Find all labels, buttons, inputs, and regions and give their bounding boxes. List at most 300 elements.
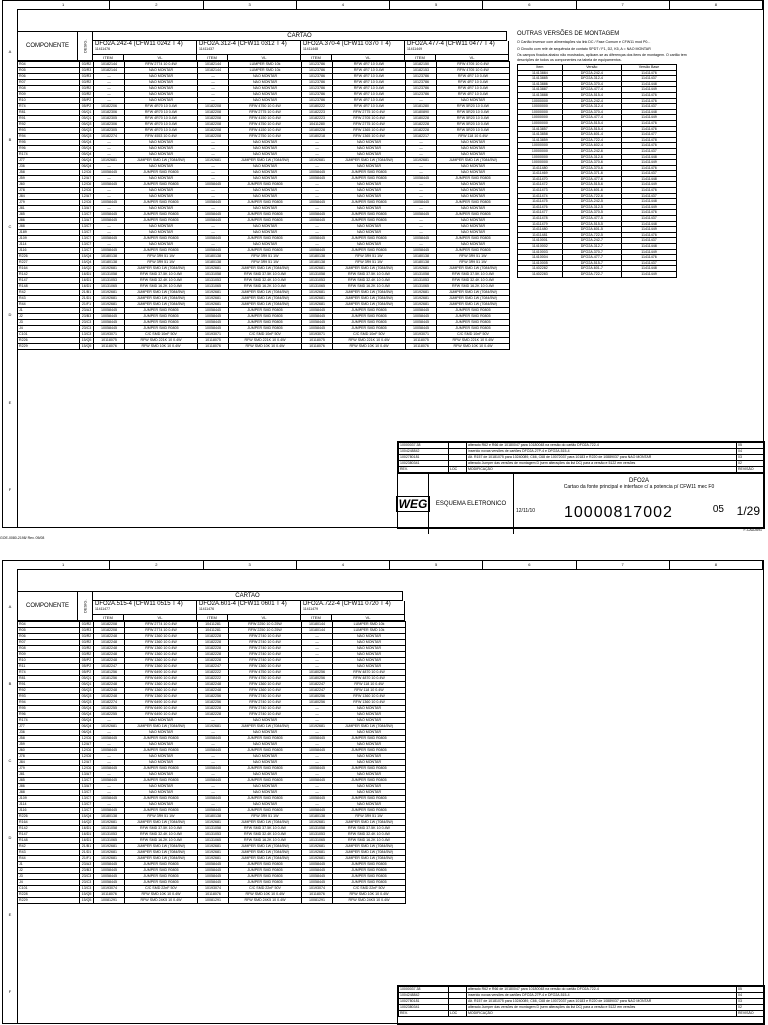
versions-row xyxy=(518,244,677,250)
table-cell: JUMPER SMD 1W (7084/5W) xyxy=(229,724,302,730)
table-cell: — xyxy=(406,230,437,236)
table-cell: RFW 4R7 10 0.4W xyxy=(333,86,406,92)
table-cell: 10192681 xyxy=(302,820,333,826)
table-cell: JUMPER SMD 1W (7084/5W) xyxy=(437,158,510,164)
table-cell: — xyxy=(302,634,333,640)
versions-row xyxy=(518,227,677,233)
table-cell: 13/A7 xyxy=(80,772,94,778)
table-cell: 10192681 xyxy=(198,850,229,856)
versions-cell: 11411476 xyxy=(621,143,676,149)
component-cell: J88 xyxy=(18,224,80,230)
table-cell: 10193074 xyxy=(94,886,125,892)
table-cell: 10131065 xyxy=(302,284,333,290)
table-cell: LUMPER SMD 10k xyxy=(229,68,302,74)
versions-cell: 10000000 xyxy=(518,154,563,160)
table-cell: NAO MONTAR xyxy=(333,772,406,778)
table-cell: JUMPER SMD R0805 xyxy=(437,200,510,206)
model-header: DFO2A.312-4 (CFW11 0312 T 4) 11411437 xyxy=(197,41,301,55)
table-cell: RFW 4R7 10 0.4W xyxy=(333,92,406,98)
table-cell: RFW SMD 10K 10 0.4W xyxy=(229,344,302,350)
table-cell: JUMPER SMD R0805 xyxy=(125,236,198,242)
table-cell: C/C SMD 22nF 50V xyxy=(229,886,302,892)
table-cell: RFW SMD 32.4K 10 0.4W xyxy=(125,278,198,284)
table-cell: 13/C7 xyxy=(80,802,94,808)
table-cell: 10131058 xyxy=(94,826,125,832)
table-cell: 10058445 xyxy=(302,326,333,332)
table-cell: RFW 118 10 0.4W xyxy=(437,134,510,140)
table-cell: NAO MONTAR xyxy=(229,152,302,158)
table-cell: RFW 4R7 10 0.4W xyxy=(437,92,510,98)
table-cell: — xyxy=(94,92,125,98)
table-cell: C/C SMD 10nF 50V xyxy=(333,332,406,338)
component-cell: R08 xyxy=(18,86,80,92)
drawing-title: DFO2A xyxy=(628,478,649,484)
versions-cell: 11411476 xyxy=(621,70,676,76)
table-cell: 10058445 xyxy=(302,868,333,874)
table-cell: NAO MONTAR xyxy=(125,176,198,182)
table-cell: RFW 3R9 51 1W xyxy=(437,254,510,260)
table-cell: RFW SMD 37.5K 10 0.4W xyxy=(125,272,198,278)
versions-cell: 11411470 xyxy=(518,176,563,182)
table-cell: — xyxy=(302,706,333,712)
table-cell: 10180222 xyxy=(302,104,333,110)
revision-cell: REVISÃO xyxy=(737,467,765,473)
zone-letter: E xyxy=(8,911,12,917)
versions-cell: DFO2A.312-6 xyxy=(562,154,621,160)
table-cell: JUMPER SMD R0805 xyxy=(333,212,406,218)
versions-row xyxy=(518,176,677,182)
component-cell: J3 xyxy=(18,320,80,326)
revision-cell: 1002380341 xyxy=(399,1005,449,1011)
versions-cell: 11411448 xyxy=(621,176,676,182)
table-cell: RFW 4870 10 0.4W xyxy=(333,670,406,676)
table-cell: NAO MONTAR xyxy=(333,164,406,170)
table-cell: RFW 4750 10 0.4W xyxy=(229,104,302,110)
table-cell: JUMPER SMD R0805 xyxy=(437,212,510,218)
table-cell: RFW 3R9 51 1W xyxy=(333,814,406,820)
table-cell: 16/D1 xyxy=(80,272,94,278)
table-cell: — xyxy=(302,754,333,760)
table-cell: RFW 2250 10 0.25W xyxy=(229,622,302,628)
table-cell: 03/R3 xyxy=(80,628,94,634)
model-header: DFO2A.370-4 (CFW11 0370 T 4) 11411448 xyxy=(301,41,405,55)
table-cell: 10058445 xyxy=(406,314,437,320)
table-cell: RFW 1360 10 0.4W xyxy=(125,688,198,694)
component-cell: J36 xyxy=(18,164,80,170)
table-cell: — xyxy=(302,784,333,790)
zone-letter: B xyxy=(8,136,12,142)
table-cell: NAO MONTAR xyxy=(229,146,302,152)
table-cell: 10192681 xyxy=(94,296,125,302)
table-cell: — xyxy=(94,718,125,724)
table-cell: LUMPER SMD 10k xyxy=(333,628,406,634)
table-cell: JUMPER SMD R0805 xyxy=(229,248,302,254)
versions-cell: 11411449 xyxy=(621,227,676,233)
table-cell: 10192681 xyxy=(302,296,333,302)
table-cell: RFW 4R7 10 0.4W xyxy=(333,104,406,110)
table-cell: NAO MONTAR xyxy=(333,646,406,652)
table-cell: NAO MONTAR xyxy=(333,730,406,736)
component-cell: R148 xyxy=(18,838,80,844)
table-cell: JUMPER SMD 1W (7084/5W) xyxy=(437,266,510,272)
table-cell: RFW SMD 16.2K 10 0.4W xyxy=(125,838,198,844)
table-cell: 10131065 xyxy=(94,838,125,844)
table-cell: 05/Q1 xyxy=(80,682,94,688)
table-cell: NAO MONTAR xyxy=(437,146,510,152)
table-cell: — xyxy=(302,730,333,736)
table-cell: 10192681 xyxy=(198,290,229,296)
table-cell: JUMPER SMD R0805 xyxy=(333,796,406,802)
zone-ruler-left xyxy=(3,569,18,1023)
table-cell: 10058445 xyxy=(198,808,229,814)
component-cell: J60 xyxy=(18,182,80,188)
table-cell: — xyxy=(406,170,437,176)
table-cell: RFW 4553 10 0.4W xyxy=(125,134,198,140)
component-cell: J4 xyxy=(18,880,80,886)
table-cell: 10193071 xyxy=(406,332,437,338)
versions-cell: 11411448 xyxy=(621,244,676,250)
table-cell: 13/C7 xyxy=(80,248,94,254)
table-cell: JUMPER SMD R0805 xyxy=(229,880,302,886)
component-cell: R96 xyxy=(18,146,80,152)
component-cell: R05 xyxy=(18,68,80,74)
table-cell: — xyxy=(302,646,333,652)
table-cell: 10180138 xyxy=(94,260,125,266)
table-cell: NAO MONTAR xyxy=(333,712,406,718)
versions-row xyxy=(518,92,677,98)
versions-cell: 11413884 xyxy=(518,70,563,76)
zone-number: 4 xyxy=(297,561,390,569)
component-cell: J84 xyxy=(18,194,80,200)
versions-row xyxy=(518,193,677,199)
table-cell: RFW SMD 37.5K 10 0.4W xyxy=(125,826,198,832)
table-cell: C/C SMD 22nF 50V xyxy=(125,886,198,892)
versions-cell: 11411448 xyxy=(621,266,676,272)
table-cell: RFW 2250 10 0.25W xyxy=(229,628,302,634)
column-subheader: ITEM xyxy=(93,615,124,621)
table-cell: RFW 3R9 51 1W xyxy=(437,260,510,266)
table-cell: — xyxy=(94,760,125,766)
component-cell: J36 xyxy=(18,730,80,736)
table-cell: RFW 3R9 51 1W xyxy=(125,814,198,820)
zone-number: 6 xyxy=(483,1,576,9)
revision-table xyxy=(398,986,765,1017)
table-cell: JUMPER SMD R0805 xyxy=(333,314,406,320)
table-cell: — xyxy=(198,170,229,176)
table-cell: RFW 4R70 10 0.4W xyxy=(125,110,198,116)
table-cell: — xyxy=(94,140,125,146)
table-cell: 10180228 xyxy=(302,128,333,134)
table-cell: RFW 2740 10 0.4W xyxy=(229,652,302,658)
component-cell: J114 xyxy=(18,802,80,808)
table-cell: — xyxy=(198,74,229,80)
table-cell: — xyxy=(302,664,333,670)
versions-cell: 11411479 xyxy=(518,221,563,227)
table-cell: 13/C3 xyxy=(80,886,94,892)
table-cell: 10131053 xyxy=(302,278,333,284)
table-cell: JUMPER SMD R0805 xyxy=(437,320,510,326)
table-cell: 03/R2 xyxy=(80,62,94,68)
versions-cell: 11411478 xyxy=(518,216,563,222)
zone-number: 8 xyxy=(670,561,763,569)
zone-number: 2 xyxy=(110,561,203,569)
table-cell: 21/B1 xyxy=(80,290,94,296)
component-cell: R174 xyxy=(18,718,80,724)
table-cell: JUMPER SMD R0805 xyxy=(333,874,406,880)
table-cell: 10058445 xyxy=(302,308,333,314)
versions-cell: 11411437 xyxy=(621,104,676,110)
table-cell: 23/B3 xyxy=(80,314,94,320)
revision-cell: 1002780181 xyxy=(399,999,449,1005)
component-cell: R228 xyxy=(18,892,80,898)
table-cell: JUMPER SMD R0805 xyxy=(437,314,510,320)
table-cell: 12/C6 xyxy=(80,766,94,772)
zone-number: 6 xyxy=(483,561,576,569)
table-cell: 16/D1 xyxy=(80,278,94,284)
table-cell: 15/Q4 xyxy=(80,254,94,260)
revision-cell: 05 xyxy=(737,987,765,993)
component-cell: C101 xyxy=(18,886,80,892)
table-cell: 10058445 xyxy=(94,736,125,742)
table-cell: NAO MONTAR xyxy=(125,188,198,194)
table-cell: NAO MONTAR xyxy=(229,98,302,104)
table-cell: NAO MONTAR xyxy=(437,152,510,158)
table-cell: — xyxy=(198,760,229,766)
versions-cell: DFO2A.370-4 xyxy=(562,109,621,115)
table-cell: JUMPER SMD 1W (7084/5W) xyxy=(333,724,406,730)
versions-cell: 11411449 xyxy=(621,204,676,210)
table-cell: RFW 1360 10 0.4W xyxy=(125,652,198,658)
table-cell: JUMPER SMD R0805 xyxy=(333,320,406,326)
table-cell: — xyxy=(406,194,437,200)
table-cell: 21/D1 xyxy=(80,850,94,856)
versions-cell: 11411449 xyxy=(621,271,676,277)
versions-row xyxy=(518,148,677,154)
table-cell: 10181256 xyxy=(94,676,125,682)
component-cell: R81 xyxy=(18,676,80,682)
table-cell: RFW SMD 10K 10 0.4W xyxy=(333,344,406,350)
table-cell: NAO MONTAR xyxy=(437,170,510,176)
zone-ruler-top xyxy=(17,1,763,10)
table-cell: 10058445 xyxy=(198,796,229,802)
table-cell: RFW SMD 221K 10 0.4W xyxy=(333,338,406,344)
versions-cell: 11411437 xyxy=(621,216,676,222)
table-cell: NAO MONTAR xyxy=(125,242,198,248)
versions-cell: 11411476 xyxy=(621,255,676,261)
table-cell: — xyxy=(198,784,229,790)
versions-cell: 11411480 xyxy=(518,227,563,233)
table-cell: 10058445 xyxy=(302,808,333,814)
versions-row xyxy=(518,266,677,272)
table-cell: 10180138 xyxy=(94,814,125,820)
table-cell: 10192681 xyxy=(198,158,229,164)
table-cell: 10123786 xyxy=(302,92,333,98)
component-cell: R42 xyxy=(18,290,80,296)
versions-row xyxy=(518,238,677,244)
drawing-description: Cartao da fonte principal e interface c/ a potencia p/ CFW11 mec F0 xyxy=(563,484,715,490)
component-cell: R92 xyxy=(18,122,80,128)
table-cell: JUMPER SMD 1W (7084/5W) xyxy=(333,158,406,164)
table-cell: RFW 4R7 10 0.4W xyxy=(437,74,510,80)
zone-ruler-left xyxy=(3,9,18,527)
versions-cell: 11411476 xyxy=(621,126,676,132)
table-cell: 10192681 xyxy=(302,266,333,272)
component-cell: J1 xyxy=(18,308,80,314)
table-cell: 10058445 xyxy=(406,248,437,254)
table-cell: NAO MONTAR xyxy=(229,140,302,146)
table-cell: 05/Q4 xyxy=(80,712,94,718)
table-cell: 23/A3 xyxy=(80,308,94,314)
versions-cell: 11411437 xyxy=(621,76,676,82)
table-cell: JUMPER SMD R0805 xyxy=(229,796,302,802)
table-cell: 10058445 xyxy=(302,880,333,886)
revision-cell: Alt. R157 de 10181075 para 10240089, C66, C68 de 10072037 para 10183 e R220 de 10889037 para NAO MONTAR xyxy=(467,455,737,461)
versions-cell: 11410004 xyxy=(518,255,563,261)
versions-cell: 10000000 xyxy=(518,160,563,166)
table-cell: 10058445 xyxy=(94,874,125,880)
table-cell: RFW 118 10 0.4W xyxy=(333,688,406,694)
table-cell: NAO MONTAR xyxy=(229,754,302,760)
table-cell: RFW SMD 32.4K 10 0.4W xyxy=(125,832,198,838)
table-cell: NAO MONTAR xyxy=(125,760,198,766)
table-cell: JUMPER SMD R0805 xyxy=(229,778,302,784)
table-cell: 10131058 xyxy=(302,826,333,832)
format-code: F-CAD2691 xyxy=(743,528,762,532)
table-cell: 10058445 xyxy=(198,320,229,326)
table-cell: 12/A7 xyxy=(80,742,94,748)
versions-row xyxy=(518,104,677,110)
table-cell: JUMPER SMD R0805 xyxy=(229,736,302,742)
table-cell: NAO MONTAR xyxy=(333,640,406,646)
table-cell: 12/C6 xyxy=(80,748,94,754)
table-cell: RFW 6490 10 0.4W xyxy=(125,676,198,682)
zone-letter: A xyxy=(8,48,12,54)
table-cell: JUMPER SMD R0805 xyxy=(333,808,406,814)
table-cell: 10058445 xyxy=(302,778,333,784)
table-cell: 10118075 xyxy=(94,338,125,344)
table-cell: 10192681 xyxy=(94,724,125,730)
table-cell: JUMPER SMD 1W (7084/5W) xyxy=(125,266,198,272)
table-cell: 13/C7 xyxy=(80,236,94,242)
table-cell: 10182248 xyxy=(94,682,125,688)
revision-cell: 05 xyxy=(737,443,765,449)
table-cell: 03/R2 xyxy=(80,634,94,640)
table-cell: 10182247 xyxy=(302,682,333,688)
table-cell: 10182208 xyxy=(94,628,125,634)
table-cell: 10182248 xyxy=(94,646,125,652)
table-cell: JUMPER SMD R0805 xyxy=(229,748,302,754)
table-cell: JUMPER SMD R0805 xyxy=(125,170,198,176)
table-cell: NAO MONTAR xyxy=(437,98,510,104)
table-cell: NAO MONTAR xyxy=(125,206,198,212)
table-cell: 10058445 xyxy=(94,868,125,874)
table-cell: RFW 2775 10 0.4W xyxy=(333,110,406,116)
table-cell: 16/D1 xyxy=(80,284,94,290)
table-cell: — xyxy=(302,206,333,212)
table-cell: 05/Q3 xyxy=(80,134,94,140)
component-cell: J79 xyxy=(18,766,80,772)
model-header: DFO2A.722-4 (CFW11 0720 T 4) 11411479 xyxy=(301,601,405,615)
zone-letter: A xyxy=(8,603,12,609)
table-cell: 10058445 xyxy=(94,320,125,326)
component-cell: J86 xyxy=(18,218,80,224)
component-cell: J2 xyxy=(18,314,80,320)
table-cell: NAO MONTAR xyxy=(333,140,406,146)
table-cell: — xyxy=(198,242,229,248)
component-cell: R94 xyxy=(18,134,80,140)
table-cell: — xyxy=(198,92,229,98)
table-cell: 05/Q1 xyxy=(80,110,94,116)
table-cell: 10123786 xyxy=(302,62,333,68)
table-cell: 03/R3 xyxy=(80,68,94,74)
versions-row xyxy=(518,204,677,210)
table-cell: RFW 1360 10 0.4W xyxy=(229,664,302,670)
table-cell: 10180138 xyxy=(302,260,333,266)
table-cell: — xyxy=(94,176,125,182)
table-cell: RFW 1360 10 0.4W xyxy=(125,640,198,646)
table-cell: RFW 6490 10 0.4W xyxy=(125,712,198,718)
table-cell: JUMPER SMD 1W (7084/5W) xyxy=(333,290,406,296)
table-cell: 10182222 xyxy=(198,676,229,682)
table-cell: 06/Q4 xyxy=(80,724,94,730)
table-cell: JUMPER SMD 1W (7084/5W) xyxy=(125,302,198,308)
table-cell: NAO MONTAR xyxy=(437,206,510,212)
table-cell: 10182248 xyxy=(94,634,125,640)
versions-cell: 11410003 xyxy=(518,249,563,255)
table-cell: 10058445 xyxy=(94,808,125,814)
versions-cell: 11411437 xyxy=(621,171,676,177)
table-cell: — xyxy=(406,164,437,170)
versions-row xyxy=(518,154,677,160)
table-cell: JUMPER SMD 1W (7084/5W) xyxy=(333,296,406,302)
table-cell: RFW SMD 16.2K 10 0.4W xyxy=(333,284,406,290)
versions-cell: DFO2A.601-5 xyxy=(562,227,621,233)
table-cell: C/C SMD 10nF 50V xyxy=(125,332,198,338)
table-cell: 10058445 xyxy=(302,736,333,742)
table-cell: JUMPER SMD R0805 xyxy=(333,248,406,254)
table-cell: 10123786 xyxy=(302,86,333,92)
table-cell: 10193071 xyxy=(198,332,229,338)
table-cell: RFW 4705 10 0.4W xyxy=(437,62,510,68)
table-cell: 10058445 xyxy=(198,874,229,880)
table-cell: RFW SMD 32.4K 10 0.4W xyxy=(333,278,406,284)
table-cell: JUMPER SMD R0805 xyxy=(125,796,198,802)
table-cell: JUMPER SMD R0805 xyxy=(229,326,302,332)
component-cell: J81 xyxy=(18,772,80,778)
table-cell: 10411281 xyxy=(198,622,229,628)
table-cell: 05/Q4 xyxy=(80,140,94,146)
table-cell: 10180138 xyxy=(198,814,229,820)
versions-cell: 11411472 xyxy=(518,182,563,188)
component-header xyxy=(17,31,93,61)
component-cell: J58 xyxy=(18,170,80,176)
component-cell: R05 xyxy=(18,628,80,634)
table-cell: 10192681 xyxy=(198,302,229,308)
table-cell: NAO MONTAR xyxy=(229,188,302,194)
component-cell: J59 xyxy=(18,176,80,182)
zone-letter: C xyxy=(8,224,12,230)
versions-cell: 11413887 xyxy=(518,87,563,93)
table-cell: NAO MONTAR xyxy=(125,790,198,796)
versions-cell: 11411448 xyxy=(621,199,676,205)
table-cell: 16/D1 xyxy=(80,832,94,838)
table-cell: NAO MONTAR xyxy=(333,194,406,200)
table-cell: JUMPER SMD R0805 xyxy=(333,170,406,176)
table-cell: 10058445 xyxy=(302,176,333,182)
table-cell: 16/D1 xyxy=(80,838,94,844)
zone-letter: D xyxy=(8,311,12,317)
component-cell: J116 xyxy=(18,808,80,814)
